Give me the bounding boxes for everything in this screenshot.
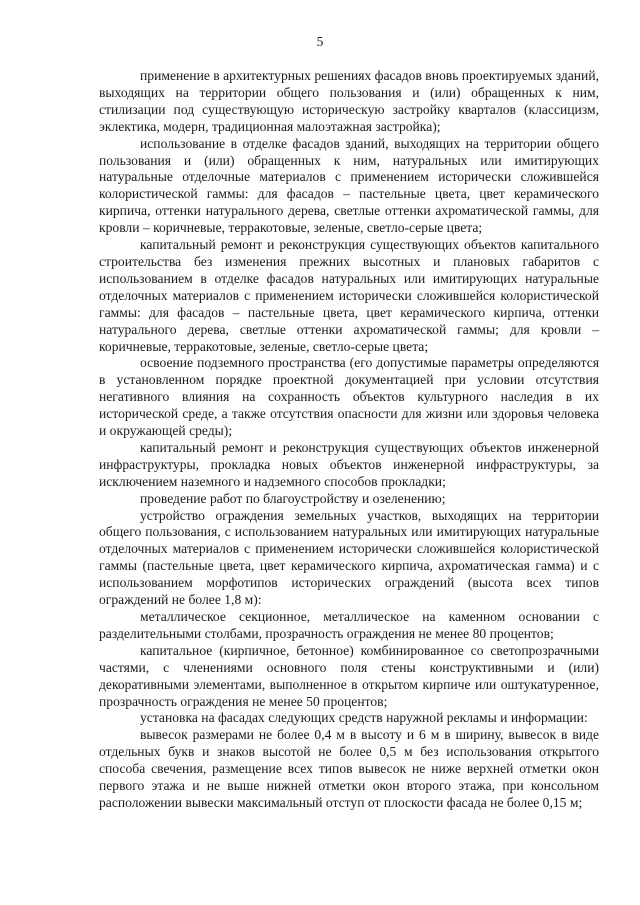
paragraph-metal-fence: металлическое секционное, металлическое на каменном основании с разделительными столбами, прозрачность ограждения не менее 80 процентов; (99, 609, 599, 641)
paragraph-capital-fence: капитальное (кирпичное, бетонное) комбинированное со светопрозрачными частями, с членениями основного поля стены конструктивными и (или) декоративными элементами, выполненное в открытом кирпиче или оштукатуренное, прозрачность ограждения не менее 50 процентов; (99, 642, 599, 709)
page-number: 5 (316, 34, 324, 49)
paragraph-facade-materials: использование в отделке фасадов зданий, выходящих на территории общего пользования и (или) обращенных к ним, натуральных или имитирующих натуральные отделочные материалов с применением исторически сложившейся колористической гаммы: для фасадов – пастельные цвета, цвет керамического кирпича, оттенки натурального дерева, светлые оттенки ахроматической гаммы, для кровли – коричневые, терракотовые, зеленые, светло-серые цвета; (99, 135, 599, 236)
paragraph-fencing: устройство ограждения земельных участков, выходящих на территории общего пользования, с использованием натуральных или имитирующих натуральные отделочных материалов с применением исторически сложившейся колористической гаммы (пастельные цвета, цвет керамического кирпича, ахроматическая гамма) и с использованием морфотипов исторических ограждений (высота всех типов ограждений не более 1,8 м): (99, 507, 599, 608)
paragraph-signage: вывесок размерами не более 0,4 м в высоту и 6 м в ширину, вывесок в виде отдельных букв и знаков высотой не более 0,5 м без использования открытого способа свечения, размещение всех типов вывесок не ниже верхней отметки окон первого этажа и не выше нижней отметки окон второго этажа, при консольном расположении вывески максимальный отступ от плоскости фасада не более 0,15 м; (99, 727, 599, 810)
paragraph-capital-repair: капитальный ремонт и реконструкция существующих объектов капитального строительства без изменения прежних высотных и плановых габаритов с использованием в отделке фасадов натуральных или имитирующих натуральные отделочных материалов с применением исторически сложившейся колористической гаммы: для фасадов – пастельные цвета, цвет керамического кирпича, оттенки натурального дерева, светлые оттенки ахроматической гаммы; для кровли – коричневые, терракотовые, зеленые, светло-серые цвета; (99, 237, 599, 354)
paragraph-underground-space: освоение подземного пространства (его допустимые параметры определяются в установленном порядке проектной документацией при условии отсутствия негативного влияния на сохранность объектов культурного наследия в их исторической среде, а также отсутствия опасности для жизни или здоровья человека и окружающей среды); (99, 355, 599, 439)
paragraph-facade-stylization: применение в архитектурных решениях фасадов вновь проектируемых зданий, выходящих на территории общего пользования и (или) обращенных к ним, стилизации под существующую историческую застройку кварталов (классицизм, эклектика, модерн, традиционная малоэтажная застройка); (99, 68, 599, 134)
document-body (99, 68, 599, 812)
paragraph-advertising: установка на фасадах следующих средств наружной рекламы и информации: (140, 710, 588, 726)
paragraph-landscaping: проведение работ по благоустройству и озеленению; (140, 490, 446, 506)
paragraph-engineering-infrastructure: капитальный ремонт и реконструкция существующих объектов инженерной инфраструктуры, прокладка новых объектов инженерной инфраструктуры, за исключением наземного и надземного способов прокладки; (99, 439, 599, 489)
